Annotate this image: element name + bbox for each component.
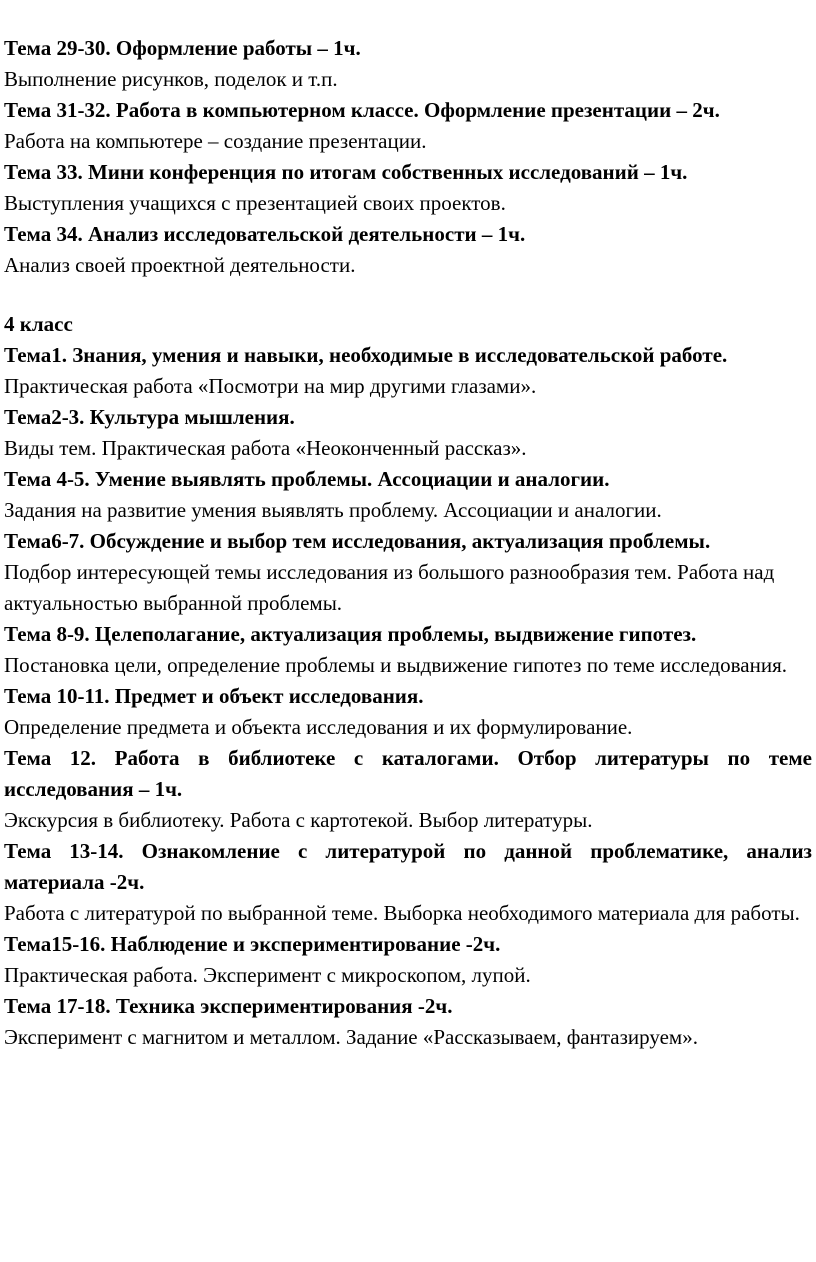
topic-heading: Тема 17-18. Техника экспериментирования -2ч. (4, 994, 453, 1018)
grade-heading: 4 класс (4, 312, 73, 336)
topic-heading: Тема 33. Мини конференция по итогам собственных исследований – 1ч. (4, 160, 688, 184)
topic-heading: Тема 8-9. Целеполагание, актуализация проблемы, выдвижение гипотез. (4, 622, 697, 646)
topic-heading: Тема 31-32. Работа в компьютерном классе. Оформление презентации – 2ч. (4, 98, 720, 122)
topic-heading: Тема1. Знания, умения и навыки, необходимые в исследовательской работе. (4, 343, 728, 367)
topic-heading: Тема15-16. Наблюдение и экспериментирование -2ч. (4, 932, 501, 956)
topic-description: Задания на развитие умения выявлять проблему. Ассоциации и аналогии. (4, 498, 662, 522)
topic-description: Экскурсия в библиотеку. Работа с картотекой. Выбор литературы. (4, 808, 593, 832)
topic-description: Анализ своей проектной деятельности. (4, 253, 356, 277)
blank-line (4, 281, 812, 309)
topic-heading: Тема6-7. Обсуждение и выбор тем исследования, актуализация проблемы. (4, 529, 711, 553)
topic-description: Выполнение рисунков, поделок и т.п. (4, 67, 338, 91)
topic-heading: Тема 4-5. Умение выявлять проблемы. Ассоциации и аналогии. (4, 467, 610, 491)
topic-description: Работа с литературой по выбранной теме. Выборка необходимого материала для работы. (4, 901, 800, 925)
topic-description: Выступления учащихся с презентацией своих проектов. (4, 191, 506, 215)
topic-description: Практическая работа «Посмотри на мир другими глазами». (4, 374, 537, 398)
topic-heading: Тема 10-11. Предмет и объект исследования. (4, 684, 424, 708)
topic-description: Постановка цели, определение проблемы и выдвижение гипотез по теме исследования. (4, 653, 787, 677)
topic-description: Работа на компьютере – создание презентации. (4, 129, 427, 153)
topic-heading: Тема2-3. Культура мышления. (4, 405, 295, 429)
topic-heading: Тема 12. Работа в библиотеке с каталогами. Отбор литературы по теме исследования – 1ч. (4, 746, 812, 801)
topic-heading: Тема 29-30. Оформление работы – 1ч. (4, 36, 361, 60)
topic-description: Виды тем. Практическая работа «Неоконченный рассказ». (4, 436, 527, 460)
topic-heading: Тема 34. Анализ исследовательской деятельности – 1ч. (4, 222, 526, 246)
topic-heading: Тема 13-14. Ознакомление с литературой по данной проблематике, анализ материала -2ч. (4, 839, 812, 894)
topic-description: Определение предмета и объекта исследования и их формулирование. (4, 715, 633, 739)
topic-description: Подбор интересующей темы исследования из большого разнообразия тем. Работа над актуальностью выбранной проблемы. (4, 560, 775, 615)
topic-description: Практическая работа. Эксперимент с микроскопом, лупой. (4, 963, 531, 987)
topic-description: Эксперимент с магнитом и металлом. Задание «Рассказываем, фантазируем». (4, 1025, 698, 1049)
